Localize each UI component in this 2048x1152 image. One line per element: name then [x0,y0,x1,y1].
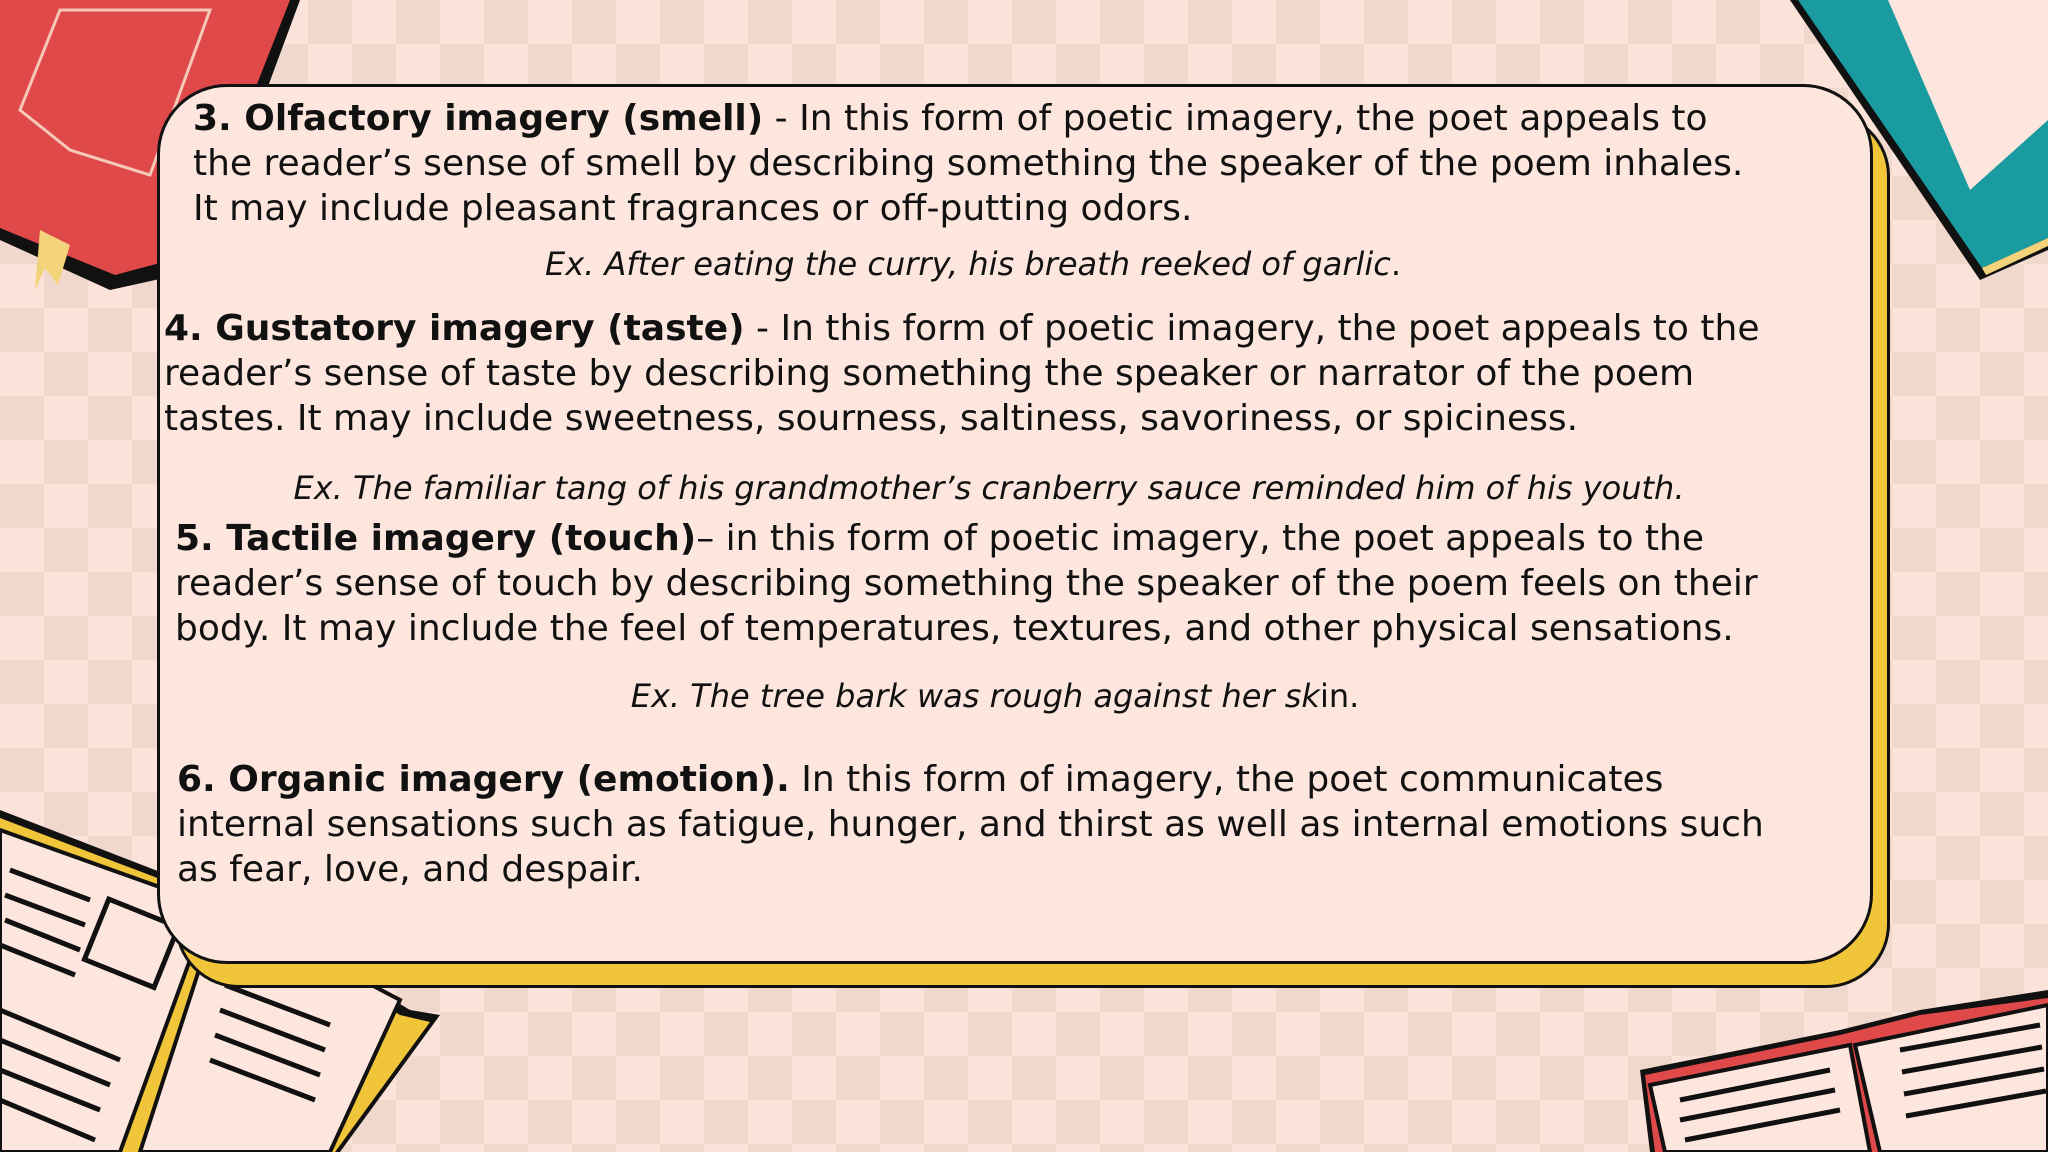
organic-paragraph [177,757,1777,892]
olfactory-paragraph [193,96,1753,231]
olfactory-body: - In this form of poetic imagery, the poet appeals to the reader’s sense of smell by describing something the speaker of the poem inhales. It may include pleasant fragrances or off-putting odors. [193,98,1744,229]
gustatory-paragraph [164,306,1804,441]
organic-body: In this form of imagery, the poet communicates internal sensations such as fatigue, hunger, and thirst as well as internal emotions such as fear, love, and despair. [177,759,1764,890]
tactile-body: – in this form of poetic imagery, the poet appeals to the reader’s sense of touch by describing something the speaker of the poem feels on their body. It may include the feel of temperatures, textures, and other physical sensations. [175,518,1758,649]
gustatory-example-text: Ex. The familiar tang of his grandmother’s cranberry sauce reminded him of his youth. [293,469,1685,507]
tactile-example-tail: in. [1319,677,1360,715]
tactile-paragraph [175,516,1815,651]
olfactory-example [193,244,1753,284]
tactile-example [175,676,1815,716]
tactile-heading: 5. Tactile imagery (touch) [175,518,697,559]
gustatory-heading: 4. Gustatory imagery (taste) [164,308,745,349]
gustatory-example [164,468,1814,508]
olfactory-heading: 3. Olfactory imagery (smell) [193,98,764,139]
olfactory-example-tail: . [1390,245,1402,283]
open-book-illustration-right [1640,990,2048,1152]
gustatory-body: - In this form of poetic imagery, the poet appeals to the reader’s sense of taste by describing something the speaker or narrator of the poem tastes. It may include sweetness, sourness, saltiness, savoriness, or spiciness. [164,308,1760,439]
organic-heading: 6. Organic imagery (emotion). [177,759,790,800]
olfactory-example-text: Ex. After eating the curry, his breath reeked of garlic [544,245,1391,283]
tactile-example-text: Ex. The tree bark was rough against her sk [630,677,1320,715]
